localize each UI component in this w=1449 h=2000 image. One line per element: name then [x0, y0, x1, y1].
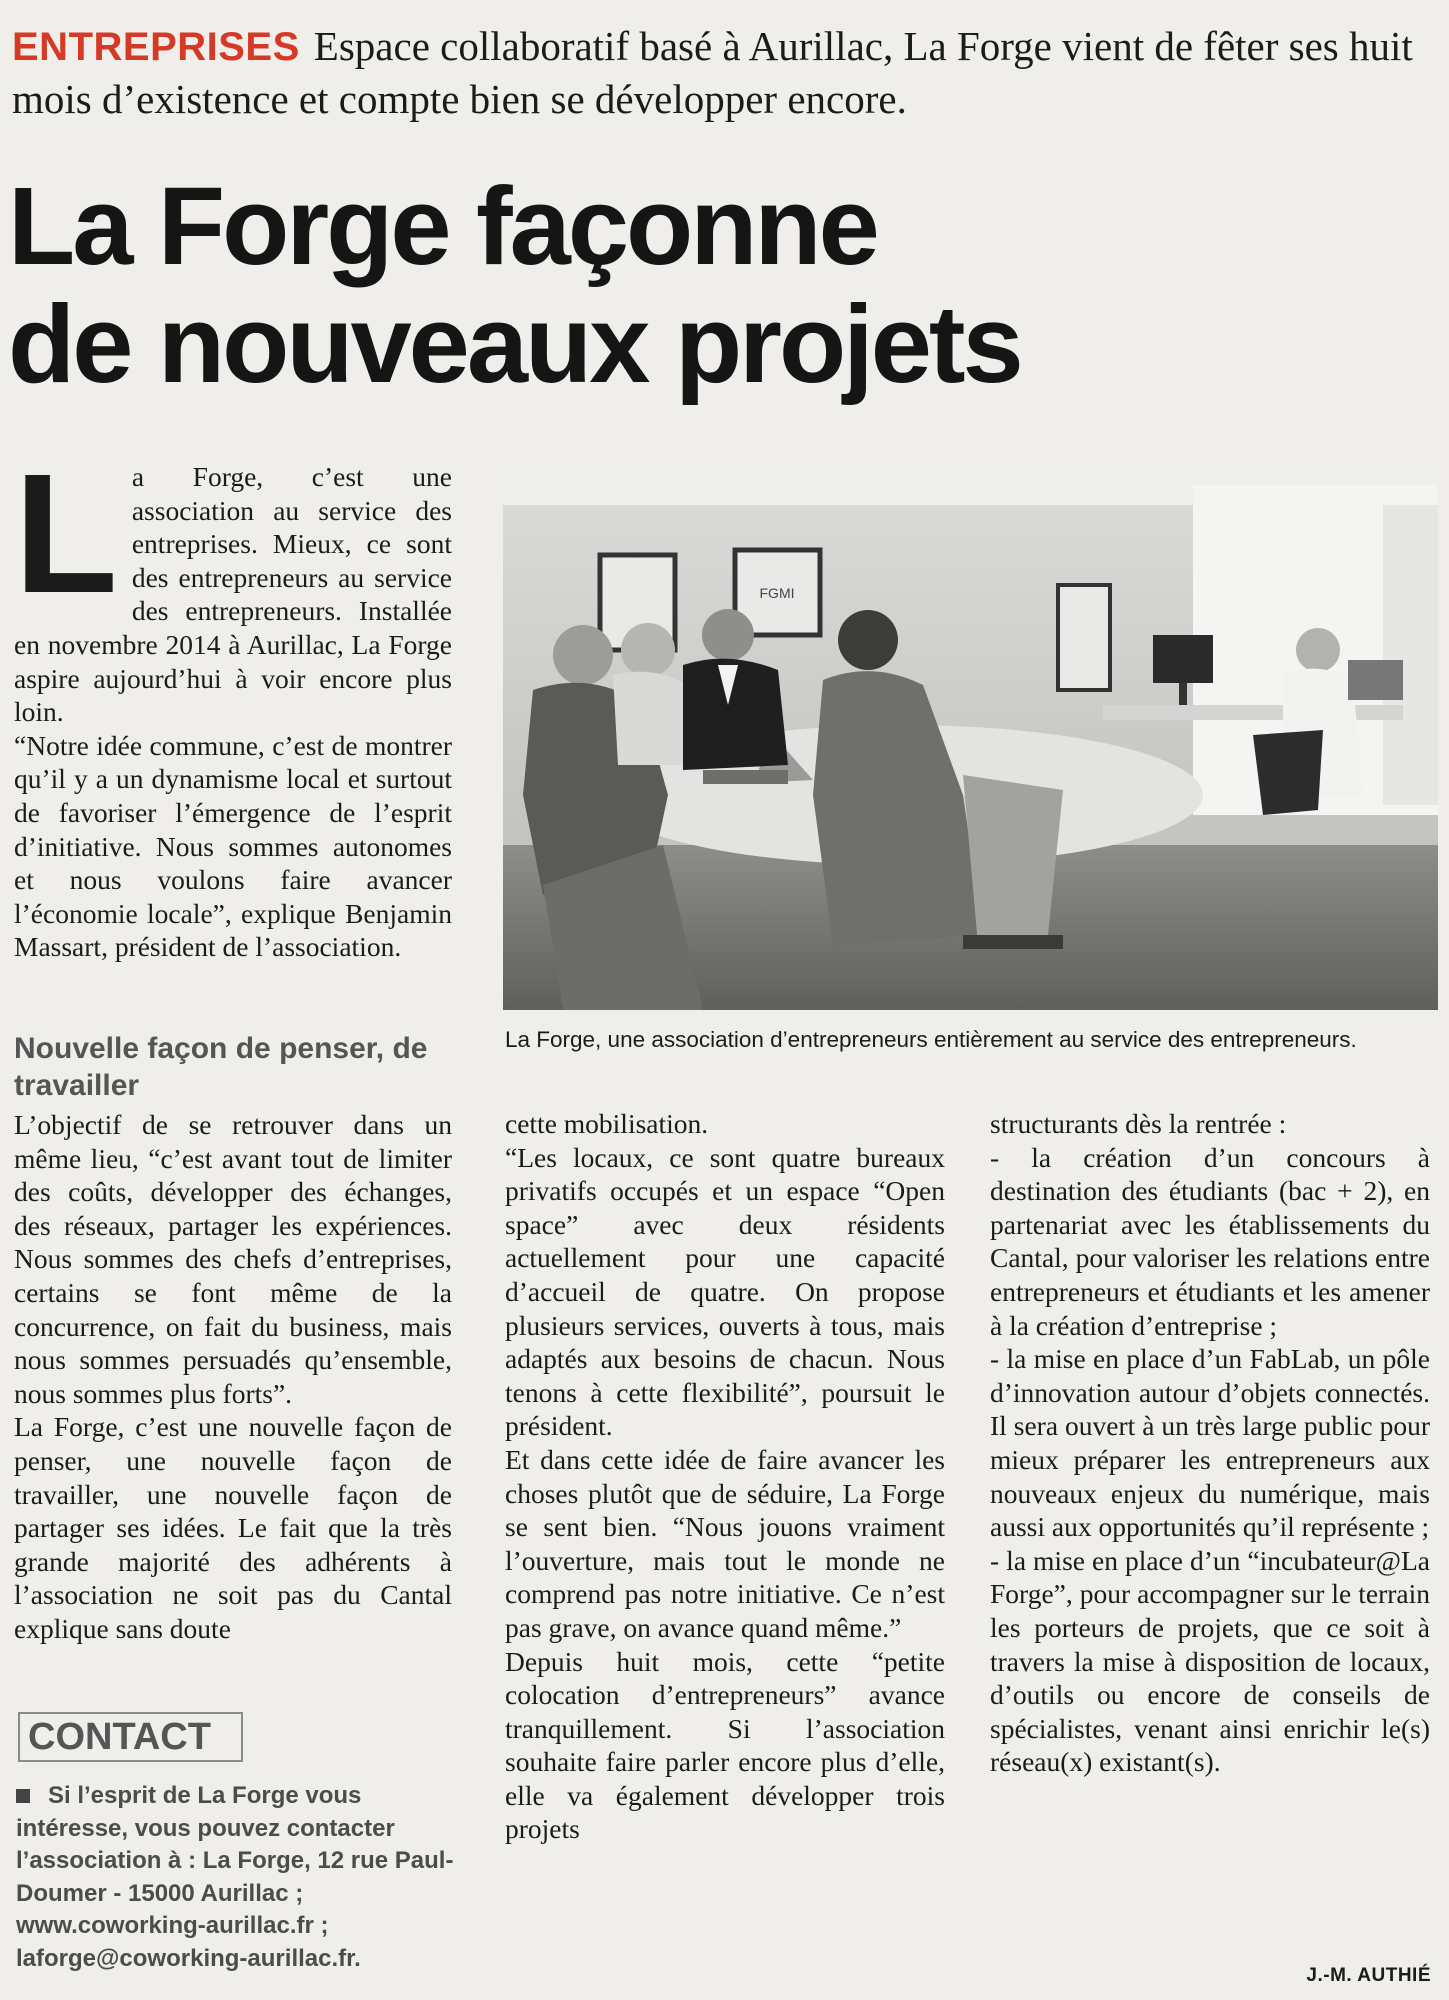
frame-sign-text: FGMI	[759, 585, 795, 601]
intro-paragraph-2: “Notre idée commune, c’est de montrer qu’il y a un dynamisme local et surtout de favoriser l’émergence de l’esprit d’initiative. Nous sommes autonomes et nous voulons faire avancer l’économie locale”, explique Benjamin Massart, président de l’association.	[14, 729, 452, 963]
column-c-paragraph-3: - la mise en place d’un FabLab, un pôle d’innovation autour d’objets connectés. Il sera ouvert à un très large public pour mieux préparer les entrepreneurs aux nouveaux enjeux du numérique, mais aussi aux opportunités qu’il représente ;	[990, 1343, 1430, 1543]
byline: J.-M. AUTHIÉ	[1306, 1965, 1431, 1986]
column-b-paragraph-3: Et dans cette idée de faire avancer les choses plutôt que de séduire, La Forge se sent bien. “Nous jouons vraiment l’ouverture, mais tout le monde ne comprend pas notre initiative. Ce n’est pas grave, on avance quand même.”	[505, 1443, 945, 1643]
column-a-paragraph-1: L’objectif de se retrouver dans un même lieu, “c’est avant tout de limiter des coûts, développer des échanges, des réseaux, partager les expériences. Nous sommes des chefs d’entreprises, certains se font même de la concurrence, on fait du business, mais nous sommes persuadés qu’ensemble, nous sommes plus forts”.	[14, 1109, 452, 1409]
article-kicker	[12, 20, 1432, 125]
photo-caption: La Forge, une association d’entrepreneurs entièrement au service des entrepreneurs.	[505, 1027, 1357, 1052]
column-a-paragraph-2: La Forge, c’est une nouvelle façon de penser, une nouvelle façon de travailler, une nouvelle façon de partager ses idées. Le fait que la très grande majorité des adhérents à l’association ne soit pas du Cantal explique sans doute	[14, 1411, 452, 1644]
column-c-paragraph-2: - la création d’un concours à destination des étudiants (bac + 2), en partenariat avec les établissements du Cantal, pour valoriser les relations entre entrepreneurs et étudiants et les amener à la création d’entreprise ;	[990, 1141, 1430, 1341]
contact-text-block	[16, 1780, 456, 1975]
column-b-paragraph-1: cette mobilisation.	[505, 1108, 709, 1139]
column-c-paragraph-4: - la mise en place d’un “incubateur@La Forge”, pour accompagner sur le terrain les porteurs de projets, que ce soit à travers la mise à disposition de locaux, d’outils ou encore de conseils de spécialistes, venant ainsi enrichir le(s) réseau(x) existant(s).	[990, 1544, 1430, 1778]
office-meeting-illustration	[503, 465, 1438, 1010]
headline	[8, 165, 1058, 406]
headline-line-2: de nouveaux projets	[8, 283, 1021, 406]
column-a	[14, 1108, 452, 1646]
drop-cap: L	[14, 439, 118, 629]
intro-paragraph-1: a Forge, c’est une association au service des entreprises. Mieux, ce sont des entrepreneurs au service des entrepreneurs. Installée en novembre 2014 à Aurillac, La Forge aspire aujourd’hui à voir encore plus loin.	[14, 461, 452, 728]
section-subhead: Nouvelle façon de penser, de travailler	[14, 1032, 428, 1102]
column-c	[990, 1107, 1430, 1779]
intro-column	[14, 439, 452, 964]
subheading: Espace collaboratif basé à Aurillac, La Forge vient de fêter ses huit mois d’existence et compte bien se développer encore.	[12, 23, 1413, 122]
adjacent-article-ghost	[1029, 185, 1449, 445]
column-b-paragraph-4: Depuis huit mois, cette “petite colocation d’entrepreneurs” avance tranquillement. Si l’association souhaite faire parler encore plus d’elle, elle va également développer trois projets	[505, 1645, 945, 1845]
headline-line-1: La Forge façonne	[8, 165, 877, 288]
article-photo	[503, 465, 1438, 1010]
section-tag: ENTREPRISES	[12, 25, 300, 69]
square-bullet-icon	[16, 1789, 30, 1803]
contact-text: Si l’esprit de La Forge vous intéresse, vous pouvez contacter l’association à : La Forge, 12 rue Paul-Doumer - 15000 Aurillac ; www.coworking-aurillac.fr ; laforge@coworking-aurillac.fr.	[16, 1782, 454, 1972]
contact-label: CONTACT	[28, 1716, 211, 1758]
column-b	[505, 1107, 945, 1846]
column-c-paragraph-1: structurants dès la rentrée :	[990, 1108, 1287, 1139]
column-b-paragraph-2: “Les locaux, ce sont quatre bureaux privatifs occupés et un espace “Open space” avec deux résidents actuellement pour une capacité d’accueil de quatre. On propose plusieurs services, ouverts à tous, mais adaptés aux besoins de chacun. Nous tenons à cette flexibilité”, poursuit le président.	[505, 1141, 945, 1442]
